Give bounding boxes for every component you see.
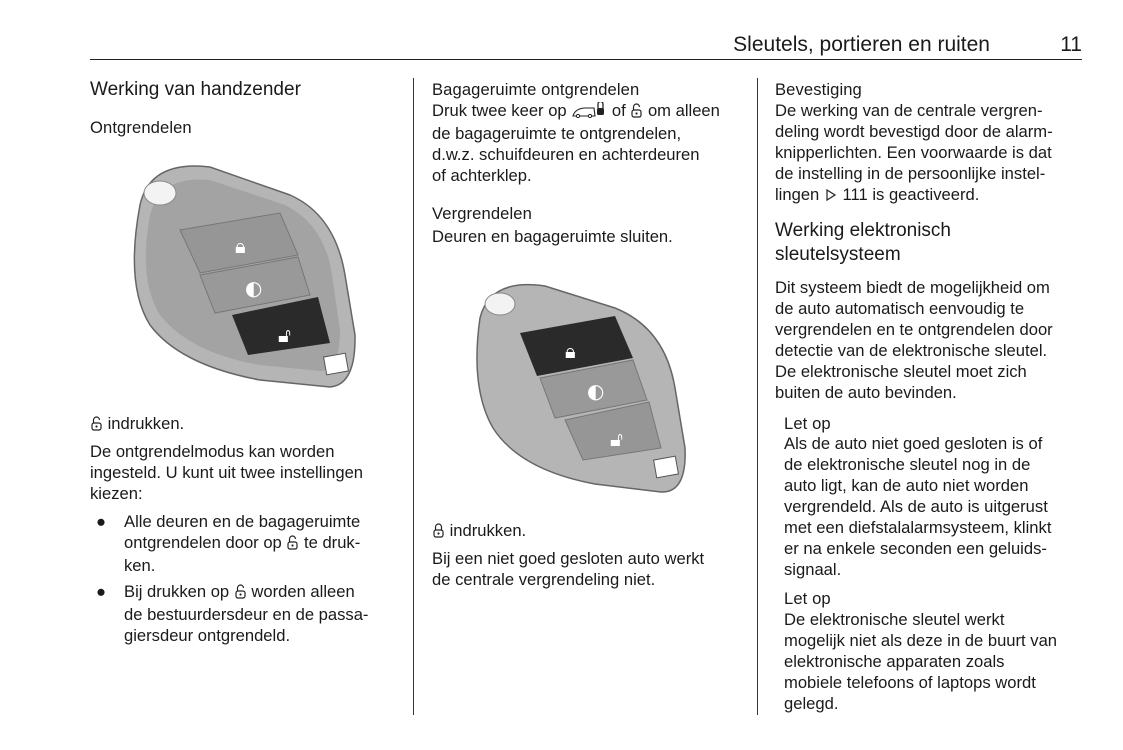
note-title: Let op bbox=[784, 589, 831, 608]
text-line bbox=[784, 475, 1104, 496]
text-line bbox=[124, 511, 410, 532]
text-line bbox=[775, 184, 1095, 207]
key-fob-lock-illustration bbox=[465, 278, 705, 503]
text-line bbox=[784, 538, 1104, 559]
headlight-icon: ◐ bbox=[245, 276, 263, 300]
column-divider bbox=[413, 78, 414, 715]
text-line bbox=[784, 517, 1104, 538]
text-segment: lingen bbox=[775, 185, 824, 204]
bullet-dot: ● bbox=[96, 582, 107, 601]
paragraph bbox=[432, 226, 752, 247]
text-line bbox=[432, 520, 752, 543]
bullet-item bbox=[90, 511, 410, 576]
text-line bbox=[432, 144, 752, 165]
bullet-item bbox=[90, 581, 410, 646]
text-segment: d.w.z. schuifdeuren en achterdeuren bbox=[432, 145, 700, 164]
paragraph bbox=[432, 100, 752, 186]
unlock-icon: 🔓︎ bbox=[278, 323, 291, 347]
text-segment: buiten de auto bevinden. bbox=[775, 383, 957, 402]
text-segment: ontgrendelen door op bbox=[124, 533, 287, 552]
section-heading: Werking van handzender bbox=[90, 79, 301, 100]
press-instruction bbox=[90, 413, 410, 436]
text-line bbox=[784, 693, 1104, 714]
column-divider bbox=[757, 78, 758, 715]
paragraph: De ontgrendelmodus kan worden ingesteld. U kunt uit twee instellingen kiezen: bbox=[90, 442, 364, 503]
unlock-icon bbox=[631, 102, 642, 123]
text-segment: mogelijk niet als deze in de buurt van bbox=[784, 631, 1058, 650]
text-segment: met een diefstalalarmsysteem, klinkt bbox=[784, 518, 1052, 537]
note-text bbox=[784, 433, 1104, 580]
text-line bbox=[124, 555, 410, 576]
text-segment: knipperlichten. Een voorwaarde is dat bbox=[775, 143, 1052, 162]
text-line bbox=[775, 319, 1095, 340]
text-segment: Als de auto niet goed gesloten is of bbox=[784, 434, 1043, 453]
text-segment: er na enkele seconden een geluids- bbox=[784, 539, 1047, 558]
text-line bbox=[775, 340, 1095, 361]
lock-icon: 🔒︎ bbox=[235, 234, 246, 258]
key-fob-unlock-illustration bbox=[120, 155, 360, 400]
text-line bbox=[775, 382, 1095, 403]
text-segment: te druk- bbox=[299, 533, 361, 552]
subheading: Bevestiging bbox=[775, 80, 862, 99]
text-segment: of achterklep. bbox=[432, 166, 532, 185]
text-segment: deling wordt bevestigd door de alarm- bbox=[775, 122, 1053, 141]
text-segment: of bbox=[607, 101, 631, 120]
text-segment: de centrale vergrendeling niet. bbox=[432, 570, 656, 589]
text-line bbox=[775, 298, 1095, 319]
text-line bbox=[784, 454, 1104, 475]
subheading: Bagageruimte ontgrendelen bbox=[432, 80, 640, 99]
text-line bbox=[775, 277, 1095, 298]
text-segment: de instelling in de persoonlijke instel- bbox=[775, 164, 1046, 183]
text-line bbox=[784, 672, 1104, 693]
text-segment: de bagageruimte te ontgrendelen, bbox=[432, 124, 682, 143]
text-segment: vergrendeld. Als de auto is uitgerust bbox=[784, 497, 1048, 516]
headlight-icon: ◐ bbox=[587, 379, 605, 403]
bullet-dot: ● bbox=[96, 512, 107, 531]
text-line bbox=[784, 630, 1104, 651]
unlock-icon bbox=[235, 583, 246, 604]
lock-icon bbox=[433, 522, 444, 543]
text-line bbox=[784, 433, 1104, 454]
text-line bbox=[90, 413, 410, 436]
unlock-icon bbox=[91, 415, 102, 436]
text-line bbox=[784, 651, 1104, 672]
text-line bbox=[124, 532, 410, 555]
text-segment: gelegd. bbox=[784, 694, 839, 713]
text-line bbox=[124, 604, 410, 625]
page-header bbox=[90, 32, 1082, 60]
text-segment: indrukken. bbox=[103, 414, 185, 433]
text-segment: om alleen bbox=[643, 101, 720, 120]
text-segment: de elektronische sleutel nog in de bbox=[784, 455, 1031, 474]
text-line bbox=[124, 581, 410, 604]
text-segment: Dit systeem biedt de mogelijkheid om bbox=[775, 278, 1050, 297]
text-line bbox=[775, 142, 1095, 163]
text-segment: worden alleen bbox=[246, 582, 355, 601]
text-segment: giersdeur ontgrendeld. bbox=[124, 626, 291, 645]
subheading: Ontgrendelen bbox=[90, 118, 192, 137]
text-segment: signaal. bbox=[784, 560, 842, 579]
arrow-ref-icon bbox=[825, 186, 837, 207]
press-instruction bbox=[432, 520, 752, 543]
text-segment: de bestuurdersdeur en de passa- bbox=[124, 605, 369, 624]
text-line bbox=[775, 121, 1095, 142]
text-segment: ken. bbox=[124, 556, 156, 575]
paragraph bbox=[775, 100, 1095, 207]
text-segment: Alle deuren en de bagageruimte bbox=[124, 512, 361, 531]
unlock-icon: 🔓︎ bbox=[610, 427, 623, 451]
text-segment: Bij een niet goed gesloten auto werkt bbox=[432, 549, 705, 568]
text-segment: De werking van de centrale vergren- bbox=[775, 101, 1043, 120]
text-line bbox=[775, 100, 1095, 121]
text-segment: indrukken. bbox=[445, 521, 527, 540]
text-line bbox=[432, 226, 752, 247]
paragraph bbox=[432, 548, 752, 590]
text-line bbox=[432, 100, 752, 123]
text-segment: detectie van de elektronische sleutel. bbox=[775, 341, 1048, 360]
section-heading: Werking elektronisch sleutelsysteem bbox=[775, 220, 952, 265]
text-segment: vergrendelen en te ontgrendelen door bbox=[775, 320, 1053, 339]
header-title: Sleutels, portieren en ruiten bbox=[733, 33, 990, 56]
text-segment: elektronische apparaten zoals bbox=[784, 652, 1005, 671]
text-segment: Druk twee keer op bbox=[432, 101, 572, 120]
text-line bbox=[784, 559, 1104, 580]
note-title: Let op bbox=[784, 414, 831, 433]
text-line bbox=[775, 163, 1095, 184]
text-segment: Bij drukken op bbox=[124, 582, 234, 601]
text-line bbox=[775, 361, 1095, 382]
note-text bbox=[784, 609, 1104, 714]
text-segment: De elektronische sleutel werkt bbox=[784, 610, 1005, 629]
car-tailgate-icon bbox=[572, 102, 606, 123]
lock-icon: 🔒︎ bbox=[565, 339, 576, 363]
text-line bbox=[784, 496, 1104, 517]
text-line bbox=[432, 548, 752, 569]
text-segment: auto ligt, kan de auto niet worden bbox=[784, 476, 1029, 495]
text-segment: De elektronische sleutel moet zich bbox=[775, 362, 1027, 381]
text-segment: mobiele telefoons of laptops wordt bbox=[784, 673, 1036, 692]
subheading: Vergrendelen bbox=[432, 204, 532, 223]
text-line bbox=[432, 123, 752, 144]
text-segment: de auto automatisch eenvoudig te bbox=[775, 299, 1025, 318]
text-line bbox=[784, 609, 1104, 630]
paragraph bbox=[775, 277, 1095, 403]
unlock-icon bbox=[287, 534, 298, 555]
text-line bbox=[124, 625, 410, 646]
page-number: 11 bbox=[1060, 33, 1082, 56]
text-line bbox=[432, 165, 752, 186]
text-segment: Deuren en bagageruimte sluiten. bbox=[432, 227, 673, 246]
text-line bbox=[432, 569, 752, 590]
text-segment: 111 is geactiveerd. bbox=[837, 185, 980, 204]
